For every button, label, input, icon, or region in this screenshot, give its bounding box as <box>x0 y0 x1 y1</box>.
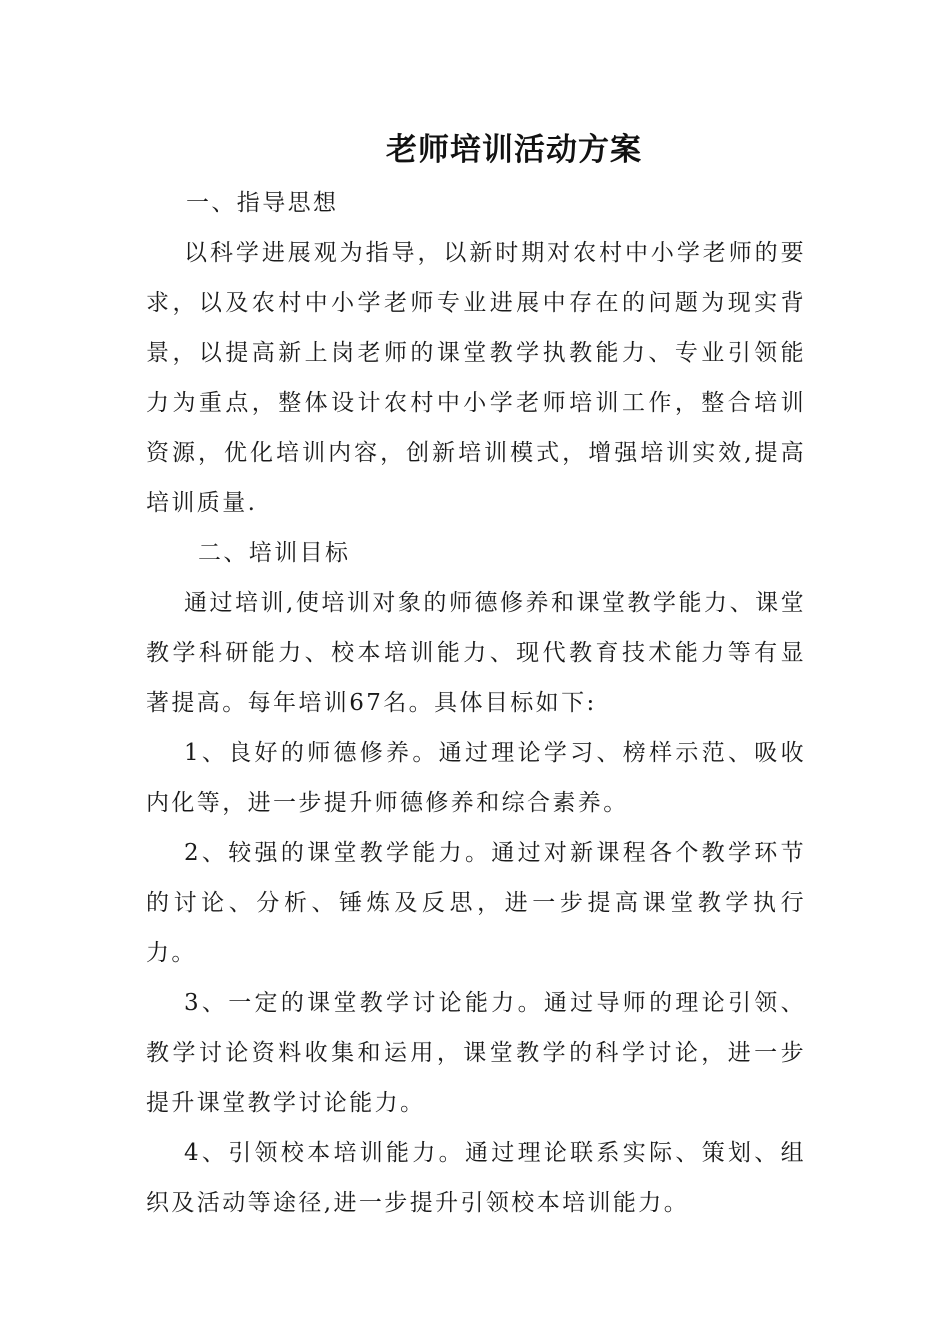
paragraph-guiding-ideology: 以科学进展观为指导，以新时期对农村中小学老师的要求，以及农村中小学老师专业进展中存在的问题为现实背景，以提高新上岗老师的课堂教学执教能力、专业引领能力为重点，整体设计农村中小学老师培训工作，整合培训资源，优化培训内容，创新培训模式，增强培训实效,提高培训质量. <box>146 240 806 516</box>
paragraph-goal-2: 2、较强的课堂教学能力。通过对新课程各个教学环节的讨论、分析、锤炼及反思，进一步提高课堂教学执行力。 <box>146 840 806 966</box>
section-heading-guiding-ideology: 一、指导思想 <box>186 190 339 216</box>
document-title: 老师培训活动方案 <box>386 132 642 168</box>
paragraph-goal-3: 3、一定的课堂教学讨论能力。通过导师的理论引领、教学讨论资料收集和运用，课堂教学的科学讨论，进一步提升课堂教学讨论能力。 <box>146 990 806 1116</box>
section-heading-training-goals: 二、培训目标 <box>198 540 351 566</box>
document-body <box>146 178 806 1228</box>
paragraph-goal-4: 4、引领校本培训能力。通过理论联系实际、策划、组织及活动等途径,进一步提升引领校本培训能力。 <box>146 1140 806 1216</box>
paragraph-goals-intro: 通过培训,使培训对象的师德修养和课堂教学能力、课堂教学科研能力、校本培训能力、现代教育技术能力等有显著提高。每年培训67名。具体目标如下: <box>146 590 806 716</box>
paragraph-goal-1: 1、良好的师德修养。通过理论学习、榜样示范、吸收内化等，进一步提升师德修养和综合素养。 <box>146 740 806 816</box>
